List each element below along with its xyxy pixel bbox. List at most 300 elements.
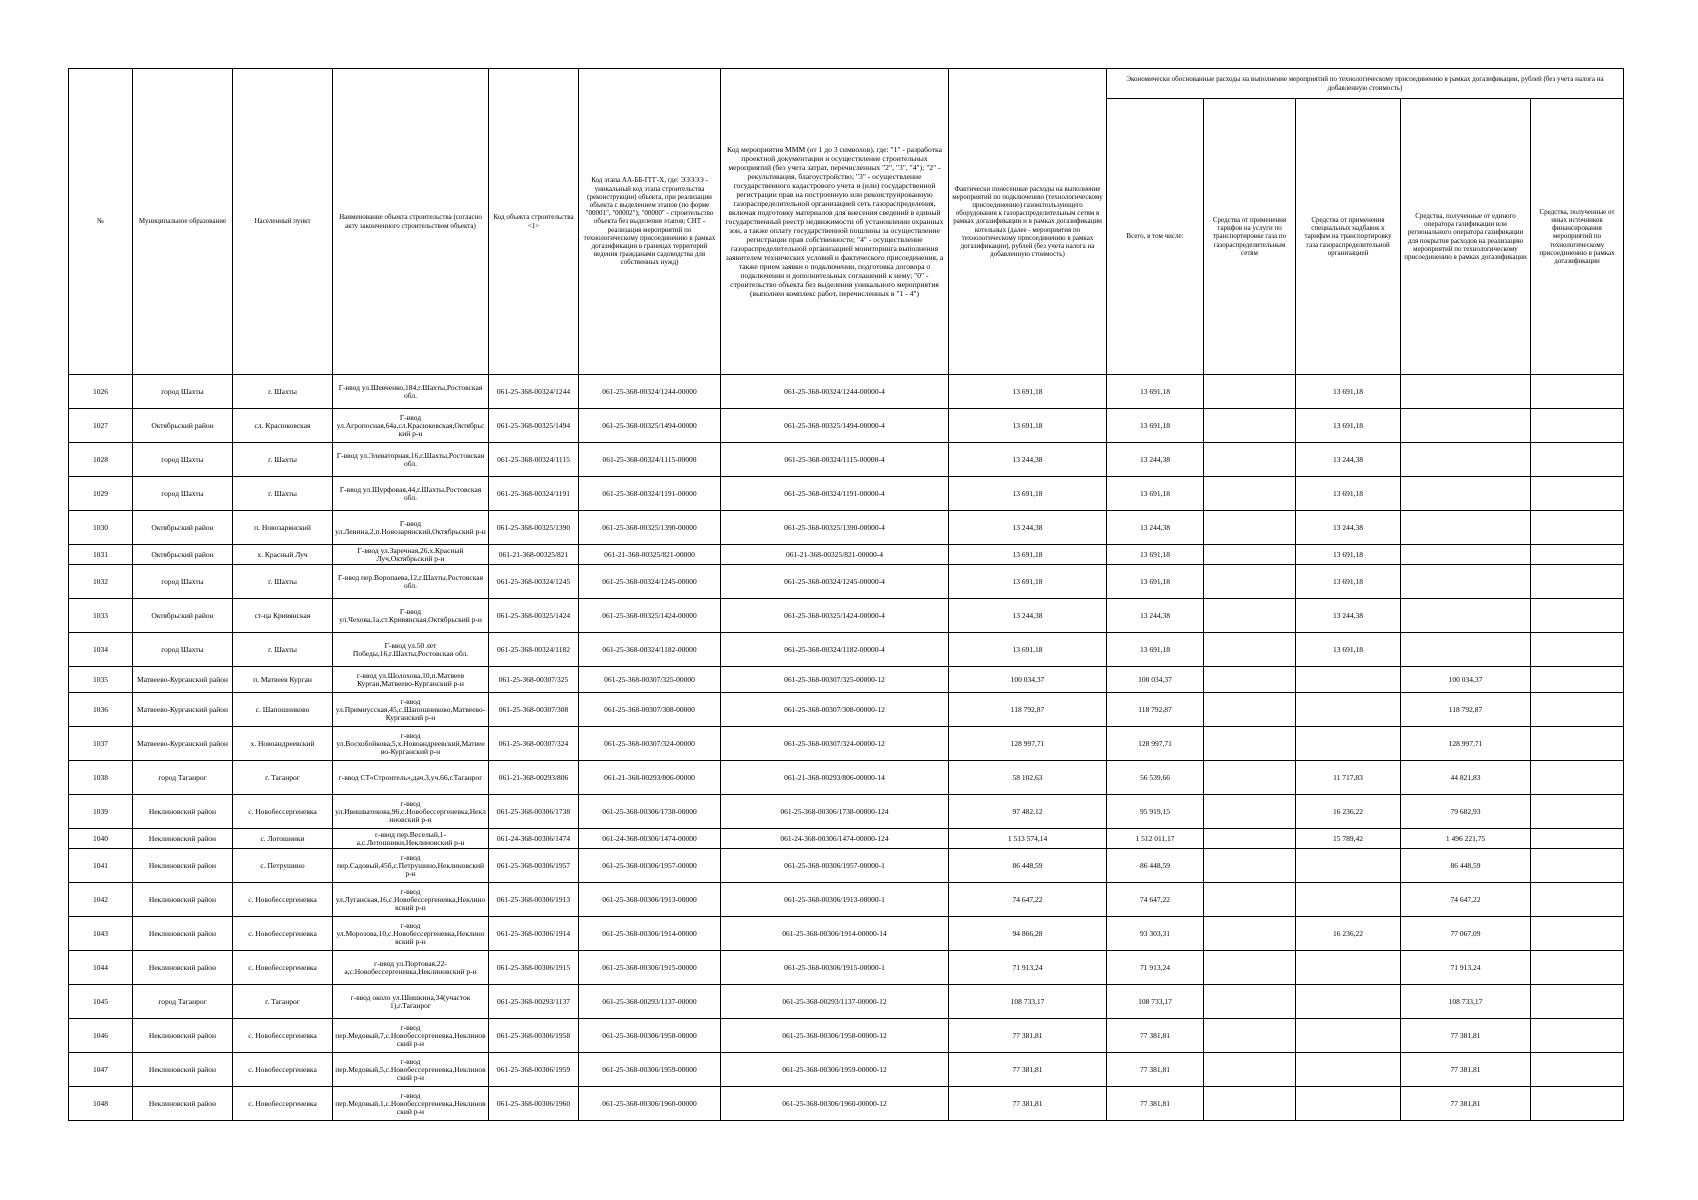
- cell-total: 13 691,18: [1107, 409, 1204, 443]
- cell-other-funds: [1531, 829, 1624, 849]
- cell-event-code: 061-25-368-00324/1182-00000-4: [721, 633, 949, 667]
- table-row: [69, 829, 1624, 849]
- cell-actual-costs: 13 691,18: [949, 409, 1107, 443]
- cell-object-code: 061-25-368-00306/1913: [489, 883, 579, 917]
- cell-total: 77 381,81: [1107, 1087, 1204, 1121]
- cell-object-code: 061-25-368-00325/1424: [489, 599, 579, 633]
- header-operator-funds: Средства, полученные от единого оператора газификации или регионального оператора газификации для покрытия расходов на реализацию мероприятий по технологическому присоединению в рамках догазификации: [1401, 99, 1531, 375]
- cell-total: 108 733,17: [1107, 985, 1204, 1019]
- table-row: [69, 917, 1624, 951]
- cell-object-name: г-ввод пер.Медовый,5,с.Новобессергеневка,Неклиновский р-н: [333, 1053, 489, 1087]
- cell-other-funds: [1531, 1019, 1624, 1053]
- cell-event-code: 061-25-368-00325/1390-00000-4: [721, 511, 949, 545]
- cell-object-name: г-ввод пер.Садовый,45б,с.Петрушино,Неклиновский р-н: [333, 849, 489, 883]
- cell-municipality: город Таганрог: [133, 761, 233, 795]
- cell-surcharge-funds: 13 691,18: [1296, 409, 1401, 443]
- cell-municipality: Неклиновский район: [133, 795, 233, 829]
- cell-surcharge-funds: 11 717,83: [1296, 761, 1401, 795]
- cell-object-code: 061-25-368-00306/1960: [489, 1087, 579, 1121]
- cell-total: 77 381,81: [1107, 1019, 1204, 1053]
- cell-locality: с. Лотошники: [233, 829, 333, 849]
- cell-actual-costs: 13 691,18: [949, 375, 1107, 409]
- cell-other-funds: [1531, 545, 1624, 565]
- cell-surcharge-funds: [1296, 951, 1401, 985]
- cell-actual-costs: 86 448,59: [949, 849, 1107, 883]
- cell-municipality: Неклиновский район: [133, 849, 233, 883]
- header-tariff-funds: Средства от применения тарифов на услуги по транспортировке газа по газораспределительным сетям: [1204, 99, 1296, 375]
- cell-operator-funds: 74 647,22: [1401, 883, 1531, 917]
- cell-stage-code: 061-25-368-00306/1957-00000: [579, 849, 721, 883]
- cell-actual-costs: 108 733,17: [949, 985, 1107, 1019]
- cell-other-funds: [1531, 511, 1624, 545]
- cell-other-funds: [1531, 727, 1624, 761]
- cell-object-code: 061-21-368-00293/806: [489, 761, 579, 795]
- cell-total: 86 448,59: [1107, 849, 1204, 883]
- table-row: [69, 511, 1624, 545]
- cell-surcharge-funds: 16 236,22: [1296, 795, 1401, 829]
- cell-stage-code: 061-25-368-00325/1424-00000: [579, 599, 721, 633]
- cell-tariff-funds: [1204, 477, 1296, 511]
- cell-num: 1045: [69, 985, 133, 1019]
- cell-object-name: г-ввод ул.Ивишватекова,96,с.Новобессергеневка,Неклиновский р-н: [333, 795, 489, 829]
- table-row: [69, 633, 1624, 667]
- cell-other-funds: [1531, 795, 1624, 829]
- cell-other-funds: [1531, 565, 1624, 599]
- cell-event-code: 061-25-368-00325/1424-00000-4: [721, 599, 949, 633]
- cell-actual-costs: 118 792,87: [949, 693, 1107, 727]
- cell-event-code: 061-25-368-00306/1738-00000-124: [721, 795, 949, 829]
- cell-locality: с. Новобессергеневка: [233, 1019, 333, 1053]
- header-object-name: Наименование объекта строительства (согласно акту законченного строительством объекта): [333, 69, 489, 375]
- cell-locality: г. Шахты: [233, 477, 333, 511]
- cell-operator-funds: [1401, 599, 1531, 633]
- cell-object-name: г-ввод ул.Шолохова,10,п.Матвеев Курган,Матвеево-Курганский р-н: [333, 667, 489, 693]
- cell-object-code: 061-25-368-00306/1958: [489, 1019, 579, 1053]
- cell-tariff-funds: [1204, 1087, 1296, 1121]
- cell-other-funds: [1531, 951, 1624, 985]
- cell-actual-costs: 77 381,81: [949, 1019, 1107, 1053]
- cell-total: 100 034,37: [1107, 667, 1204, 693]
- cell-municipality: Неклиновский район: [133, 951, 233, 985]
- cell-locality: с. Новобессергеневка: [233, 917, 333, 951]
- cell-event-code: 061-25-368-00306/1957-00000-1: [721, 849, 949, 883]
- cell-total: 95 919,15: [1107, 795, 1204, 829]
- cell-stage-code: 061-25-368-00307/325-00000: [579, 667, 721, 693]
- table-body: [69, 375, 1624, 1121]
- cell-stage-code: 061-25-368-00325/1390-00000: [579, 511, 721, 545]
- cell-total: 13 691,18: [1107, 477, 1204, 511]
- cell-other-funds: [1531, 443, 1624, 477]
- cell-event-code: 061-25-368-00306/1959-00000-12: [721, 1053, 949, 1087]
- cell-object-name: г-ввод около ул.Шишкина,34(участок 1),г.Таганрог: [333, 985, 489, 1019]
- cell-actual-costs: 13 244,38: [949, 599, 1107, 633]
- table-row: [69, 1087, 1624, 1121]
- cell-other-funds: [1531, 667, 1624, 693]
- cell-num: 1042: [69, 883, 133, 917]
- cell-stage-code: 061-25-368-00293/1137-00000: [579, 985, 721, 1019]
- cell-num: 1043: [69, 917, 133, 951]
- cell-event-code: 061-21-368-00325/821-00000-4: [721, 545, 949, 565]
- table-row: [69, 1053, 1624, 1087]
- cell-tariff-funds: [1204, 667, 1296, 693]
- cell-object-name: Г-ввод ул.50 лет Победы,16,г.Шахты,Ростовская обл.: [333, 633, 489, 667]
- cell-locality: х. Красный Луч: [233, 545, 333, 565]
- cell-event-code: 061-24-368-00306/1474-00000-124: [721, 829, 949, 849]
- cell-operator-funds: [1401, 511, 1531, 545]
- cell-object-name: г-ввод пер.Медовый,1,с.Новобессергеневка,Неклиновский р-н: [333, 1087, 489, 1121]
- cell-tariff-funds: [1204, 795, 1296, 829]
- header-municipality: Муниципальное образование: [133, 69, 233, 375]
- cell-locality: г. Таганрог: [233, 761, 333, 795]
- cell-surcharge-funds: 13 691,18: [1296, 375, 1401, 409]
- cell-object-code: 061-25-368-00324/1182: [489, 633, 579, 667]
- cell-event-code: 061-25-368-00306/1915-00000-1: [721, 951, 949, 985]
- cell-event-code: 061-25-368-00306/1913-00000-1: [721, 883, 949, 917]
- cell-event-code: 061-25-368-00306/1958-00000-12: [721, 1019, 949, 1053]
- cell-operator-funds: 77 381,81: [1401, 1019, 1531, 1053]
- table-row: [69, 599, 1624, 633]
- cell-tariff-funds: [1204, 545, 1296, 565]
- cell-total: 77 381,81: [1107, 1053, 1204, 1087]
- cell-municipality: Неклиновский район: [133, 1019, 233, 1053]
- cell-surcharge-funds: [1296, 883, 1401, 917]
- cell-stage-code: 061-25-368-00324/1244-00000: [579, 375, 721, 409]
- header-surcharge-funds: Средства от применения специальных надбавок к тарифам на транспортировку газа газораспределительной организацией: [1296, 99, 1401, 375]
- cell-locality: сл. Красюковская: [233, 409, 333, 443]
- cell-object-code: 061-25-368-00306/1738: [489, 795, 579, 829]
- costs-table: [68, 68, 1624, 1121]
- cell-object-code: 061-25-368-00307/308: [489, 693, 579, 727]
- table-row: [69, 375, 1624, 409]
- cell-total: 118 792,87: [1107, 693, 1204, 727]
- cell-object-name: г-ввод ул.Примиусская,45,с.Шапошниково,Матвеево-Курганский р-н: [333, 693, 489, 727]
- cell-municipality: Октябрьский район: [133, 511, 233, 545]
- cell-municipality: Матвеево-Курганский район: [133, 727, 233, 761]
- cell-object-code: 061-25-368-00324/1245: [489, 565, 579, 599]
- cell-locality: г. Таганрог: [233, 985, 333, 1019]
- cell-total: 13 691,18: [1107, 545, 1204, 565]
- cell-total: 13 691,18: [1107, 633, 1204, 667]
- cell-municipality: Неклиновский район: [133, 1053, 233, 1087]
- cell-tariff-funds: [1204, 409, 1296, 443]
- cell-surcharge-funds: 13 244,38: [1296, 443, 1401, 477]
- cell-stage-code: 061-24-368-00306/1474-00000: [579, 829, 721, 849]
- cell-surcharge-funds: [1296, 727, 1401, 761]
- table-row: [69, 761, 1624, 795]
- cell-tariff-funds: [1204, 1053, 1296, 1087]
- cell-operator-funds: 77 067,09: [1401, 917, 1531, 951]
- cell-municipality: Неклиновский район: [133, 917, 233, 951]
- cell-other-funds: [1531, 599, 1624, 633]
- cell-object-name: Г-ввод ул.Элеваторная,16,г.Шахты,Ростовская обл.: [333, 443, 489, 477]
- cell-locality: с. Петрушино: [233, 849, 333, 883]
- cell-locality: г. Шахты: [233, 375, 333, 409]
- table-row: [69, 565, 1624, 599]
- cell-num: 1034: [69, 633, 133, 667]
- cell-municipality: Октябрьский район: [133, 545, 233, 565]
- cell-tariff-funds: [1204, 917, 1296, 951]
- cell-other-funds: [1531, 375, 1624, 409]
- cell-actual-costs: 58 102,63: [949, 761, 1107, 795]
- table-row: [69, 985, 1624, 1019]
- cell-operator-funds: 44 821,83: [1401, 761, 1531, 795]
- cell-event-code: 061-25-368-00324/1191-00000-4: [721, 477, 949, 511]
- cell-municipality: Неклиновский район: [133, 883, 233, 917]
- cell-stage-code: 061-25-368-00306/1959-00000: [579, 1053, 721, 1087]
- cell-object-code: 061-24-368-00306/1474: [489, 829, 579, 849]
- cell-tariff-funds: [1204, 951, 1296, 985]
- cell-total: 1 512 011,17: [1107, 829, 1204, 849]
- cell-actual-costs: 71 913,24: [949, 951, 1107, 985]
- cell-total: 74 647,22: [1107, 883, 1204, 917]
- cell-actual-costs: 74 647,22: [949, 883, 1107, 917]
- cell-num: 1028: [69, 443, 133, 477]
- cell-event-code: 061-25-368-00325/1494-00000-4: [721, 409, 949, 443]
- cell-other-funds: [1531, 761, 1624, 795]
- cell-locality: г. Шахты: [233, 565, 333, 599]
- header-total: Всего, в том числе:: [1107, 99, 1204, 375]
- cell-locality: с. Новобессергеневка: [233, 795, 333, 829]
- cell-surcharge-funds: 13 691,18: [1296, 565, 1401, 599]
- cell-other-funds: [1531, 633, 1624, 667]
- cell-surcharge-funds: [1296, 693, 1401, 727]
- cell-num: 1032: [69, 565, 133, 599]
- cell-num: 1031: [69, 545, 133, 565]
- cell-locality: г. Шахты: [233, 443, 333, 477]
- cell-operator-funds: [1401, 565, 1531, 599]
- cell-object-name: г-ввод ул.Восхобойкова,5,х.Новоандреевский,Матвеево-Курганский р-н: [333, 727, 489, 761]
- cell-operator-funds: [1401, 633, 1531, 667]
- cell-operator-funds: [1401, 443, 1531, 477]
- cell-municipality: Матвеево-Курганский район: [133, 693, 233, 727]
- cell-object-name: Г-ввод пер.Воропаева,12,г.Шахты,Ростовская обл.: [333, 565, 489, 599]
- cell-surcharge-funds: 15 789,42: [1296, 829, 1401, 849]
- cell-num: 1039: [69, 795, 133, 829]
- cell-tariff-funds: [1204, 1019, 1296, 1053]
- table-row: [69, 545, 1624, 565]
- cell-stage-code: 061-25-368-00306/1738-00000: [579, 795, 721, 829]
- cell-object-name: г-ввод ул.Морозова,10,с.Новобессергеневка,Неклиновский р-н: [333, 917, 489, 951]
- cell-tariff-funds: [1204, 599, 1296, 633]
- cell-surcharge-funds: [1296, 1019, 1401, 1053]
- cell-locality: с. Шапошниково: [233, 693, 333, 727]
- cell-object-code: 061-25-368-00324/1244: [489, 375, 579, 409]
- cell-municipality: Неклиновский район: [133, 829, 233, 849]
- cell-object-code: 061-25-368-00293/1137: [489, 985, 579, 1019]
- cell-surcharge-funds: 13 691,18: [1296, 633, 1401, 667]
- cell-stage-code: 061-25-368-00306/1913-00000: [579, 883, 721, 917]
- cell-locality: с. Новобессергеневка: [233, 1053, 333, 1087]
- cell-other-funds: [1531, 693, 1624, 727]
- cell-object-name: г-ввод пер.Медовый,7,с.Новобессергеневка,Неклиновский р-н: [333, 1019, 489, 1053]
- cell-actual-costs: 13 244,38: [949, 443, 1107, 477]
- cell-stage-code: 061-25-368-00307/324-00000: [579, 727, 721, 761]
- cell-object-name: г-ввод ул.Портовая,22-а,с.Новобессергеневка,Неклиновский р-н: [333, 951, 489, 985]
- table-header: [69, 69, 1624, 375]
- cell-num: 1029: [69, 477, 133, 511]
- cell-num: 1046: [69, 1019, 133, 1053]
- cell-total: 13 244,38: [1107, 599, 1204, 633]
- cell-event-code: 061-25-368-00307/324-00000-12: [721, 727, 949, 761]
- cell-operator-funds: 118 792,87: [1401, 693, 1531, 727]
- cell-operator-funds: 108 733,17: [1401, 985, 1531, 1019]
- cell-object-name: Г-ввод ул.Заречная,26,х.Красный Луч,Октябрьский р-н: [333, 545, 489, 565]
- cell-num: 1047: [69, 1053, 133, 1087]
- cell-tariff-funds: [1204, 693, 1296, 727]
- cell-num: 1048: [69, 1087, 133, 1121]
- cell-municipality: город Шахты: [133, 565, 233, 599]
- cell-object-code: 061-25-368-00324/1191: [489, 477, 579, 511]
- document-sheet: [68, 68, 1623, 1121]
- table-row: [69, 1019, 1624, 1053]
- cell-object-code: 061-25-368-00325/1390: [489, 511, 579, 545]
- table-row: [69, 727, 1624, 761]
- cell-total: 13 244,38: [1107, 443, 1204, 477]
- cell-object-code: 061-25-368-00306/1959: [489, 1053, 579, 1087]
- cell-stage-code: 061-25-368-00306/1915-00000: [579, 951, 721, 985]
- cell-actual-costs: 100 034,37: [949, 667, 1107, 693]
- cell-object-code: 061-25-368-00306/1914: [489, 917, 579, 951]
- cell-num: 1040: [69, 829, 133, 849]
- cell-operator-funds: 86 448,59: [1401, 849, 1531, 883]
- cell-locality: х. Новоандреевский: [233, 727, 333, 761]
- cell-surcharge-funds: 13 691,18: [1296, 545, 1401, 565]
- cell-object-code: 061-21-368-00325/821: [489, 545, 579, 565]
- cell-locality: г. Шахты: [233, 633, 333, 667]
- header-object-code: Код объекта строительства <1>: [489, 69, 579, 375]
- cell-municipality: город Шахты: [133, 633, 233, 667]
- cell-actual-costs: 128 997,71: [949, 727, 1107, 761]
- cell-tariff-funds: [1204, 883, 1296, 917]
- cell-event-code: 061-21-368-00293/806-00000-14: [721, 761, 949, 795]
- cell-stage-code: 061-21-368-00325/821-00000: [579, 545, 721, 565]
- cell-other-funds: [1531, 849, 1624, 883]
- cell-event-code: 061-25-368-00307/325-00000-12: [721, 667, 949, 693]
- cell-actual-costs: 77 381,81: [949, 1053, 1107, 1087]
- cell-operator-funds: 71 913,24: [1401, 951, 1531, 985]
- cell-operator-funds: 79 682,93: [1401, 795, 1531, 829]
- table-row: [69, 883, 1624, 917]
- table-row: [69, 667, 1624, 693]
- cell-surcharge-funds: [1296, 985, 1401, 1019]
- cell-object-code: 061-25-368-00307/325: [489, 667, 579, 693]
- header-locality: Населенный пункт: [233, 69, 333, 375]
- table-row: [69, 409, 1624, 443]
- cell-object-name: Г-ввод ул.Чехова,1а,ст.Кривянская,Октябрьский р-н: [333, 599, 489, 633]
- cell-municipality: город Шахты: [133, 375, 233, 409]
- cell-num: 1037: [69, 727, 133, 761]
- cell-num: 1044: [69, 951, 133, 985]
- header-stage-code: Код этапа АА-ББ-ГГГ-Х, где: ЭЭЭЭЭ - уникальный код этапа строительства (реконструкции) объекта, при реализации объекта с выделением этапов (по форме "00001", "00002"); "00000" - строительство объекта без выделения этапов; СНТ - реализация мероприятий по технологическому присоединению в рамках догазификации в границах территорий ведения гражданами садоводства для собственных нужд): [579, 69, 721, 375]
- cell-surcharge-funds: [1296, 1087, 1401, 1121]
- cell-municipality: город Шахты: [133, 477, 233, 511]
- cell-num: 1038: [69, 761, 133, 795]
- cell-actual-costs: 77 381,81: [949, 1087, 1107, 1121]
- cell-tariff-funds: [1204, 829, 1296, 849]
- cell-tariff-funds: [1204, 849, 1296, 883]
- cell-event-code: 061-25-368-00306/1960-00000-12: [721, 1087, 949, 1121]
- cell-locality: п. Новозарянский: [233, 511, 333, 545]
- cell-other-funds: [1531, 1053, 1624, 1087]
- cell-surcharge-funds: 16 236,22: [1296, 917, 1401, 951]
- cell-object-name: Г-ввод ул.Шурфовая,44,г.Шахты,Ростовская обл.: [333, 477, 489, 511]
- cell-event-code: 061-25-368-00324/1115-00000-4: [721, 443, 949, 477]
- cell-total: 13 691,18: [1107, 375, 1204, 409]
- cell-total: 13 691,18: [1107, 565, 1204, 599]
- cell-stage-code: 061-25-368-00324/1182-00000: [579, 633, 721, 667]
- table-row: [69, 693, 1624, 727]
- cell-num: 1027: [69, 409, 133, 443]
- cell-operator-funds: 1 496 221,75: [1401, 829, 1531, 849]
- cell-tariff-funds: [1204, 511, 1296, 545]
- cell-operator-funds: 77 381,81: [1401, 1053, 1531, 1087]
- cell-operator-funds: 100 034,37: [1401, 667, 1531, 693]
- header-other-funds: Средства, полученные от иных источников финансирования мероприятий по технологическому присоединению в рамках догазификации: [1531, 99, 1624, 375]
- cell-object-code: 061-25-368-00325/1494: [489, 409, 579, 443]
- cell-locality: ст-ца Кривянская: [233, 599, 333, 633]
- cell-municipality: Матвеево-Курганский район: [133, 667, 233, 693]
- cell-operator-funds: [1401, 545, 1531, 565]
- cell-actual-costs: 97 482,12: [949, 795, 1107, 829]
- cell-locality: с. Новобессергеневка: [233, 883, 333, 917]
- cell-operator-funds: 128 997,71: [1401, 727, 1531, 761]
- cell-stage-code: 061-25-368-00324/1245-00000: [579, 565, 721, 599]
- cell-operator-funds: [1401, 375, 1531, 409]
- cell-stage-code: 061-21-368-00293/806-00000: [579, 761, 721, 795]
- cell-num: 1035: [69, 667, 133, 693]
- cell-municipality: город Шахты: [133, 443, 233, 477]
- cell-total: 128 997,71: [1107, 727, 1204, 761]
- cell-actual-costs: 13 244,38: [949, 511, 1107, 545]
- cell-other-funds: [1531, 477, 1624, 511]
- cell-locality: с. Новобессергеневка: [233, 951, 333, 985]
- cell-other-funds: [1531, 917, 1624, 951]
- cell-object-name: Г-ввод ул.Агропосная,64а,сл.Красюковская,Октябрьский р-н: [333, 409, 489, 443]
- cell-actual-costs: 13 691,18: [949, 477, 1107, 511]
- cell-municipality: Октябрьский район: [133, 599, 233, 633]
- cell-event-code: 061-25-368-00324/1245-00000-4: [721, 565, 949, 599]
- cell-surcharge-funds: [1296, 1053, 1401, 1087]
- cell-operator-funds: [1401, 477, 1531, 511]
- cell-object-name: г-ввод пер.Веселый,1-а,с.Лотошники,Неклиновский р-н: [333, 829, 489, 849]
- header-actual-costs: Фактически понесенные расходы на выполнение мероприятий по подключению (технологическому присоединению) газоиспользующего оборудования к газораспределительным сетям в рамках догазификации и в рамках догазификации котельных (далее - мероприятия по технологическому присоединению в рамках догазификации), рублей (без учета налога на добавленную стоимость): [949, 69, 1107, 375]
- cell-event-code: 061-25-368-00307/308-00000-12: [721, 693, 949, 727]
- cell-tariff-funds: [1204, 565, 1296, 599]
- cell-event-code: 061-25-368-00306/1914-00000-14: [721, 917, 949, 951]
- cell-total: 93 303,31: [1107, 917, 1204, 951]
- cell-other-funds: [1531, 883, 1624, 917]
- cell-locality: с. Новобессергеневка: [233, 1087, 333, 1121]
- cell-total: 13 244,38: [1107, 511, 1204, 545]
- header-num: №: [69, 69, 133, 375]
- table-row: [69, 849, 1624, 883]
- cell-surcharge-funds: 13 244,38: [1296, 599, 1401, 633]
- cell-actual-costs: 13 691,18: [949, 565, 1107, 599]
- cell-object-name: Г-ввод ул.Шевченко,184,г.Шахты,Ростовская обл.: [333, 375, 489, 409]
- cell-total: 56 539,66: [1107, 761, 1204, 795]
- cell-object-name: г-ввод СТ«Строитель»,дач.3,уч.66,г.Таганрог: [333, 761, 489, 795]
- cell-surcharge-funds: 13 244,38: [1296, 511, 1401, 545]
- cell-stage-code: 061-25-368-00307/308-00000: [579, 693, 721, 727]
- cell-object-code: 061-25-368-00307/324: [489, 727, 579, 761]
- cell-other-funds: [1531, 985, 1624, 1019]
- cell-num: 1041: [69, 849, 133, 883]
- cell-tariff-funds: [1204, 633, 1296, 667]
- cell-other-funds: [1531, 1087, 1624, 1121]
- cell-event-code: 061-25-368-00293/1137-00000-12: [721, 985, 949, 1019]
- cell-stage-code: 061-25-368-00306/1914-00000: [579, 917, 721, 951]
- cell-surcharge-funds: [1296, 849, 1401, 883]
